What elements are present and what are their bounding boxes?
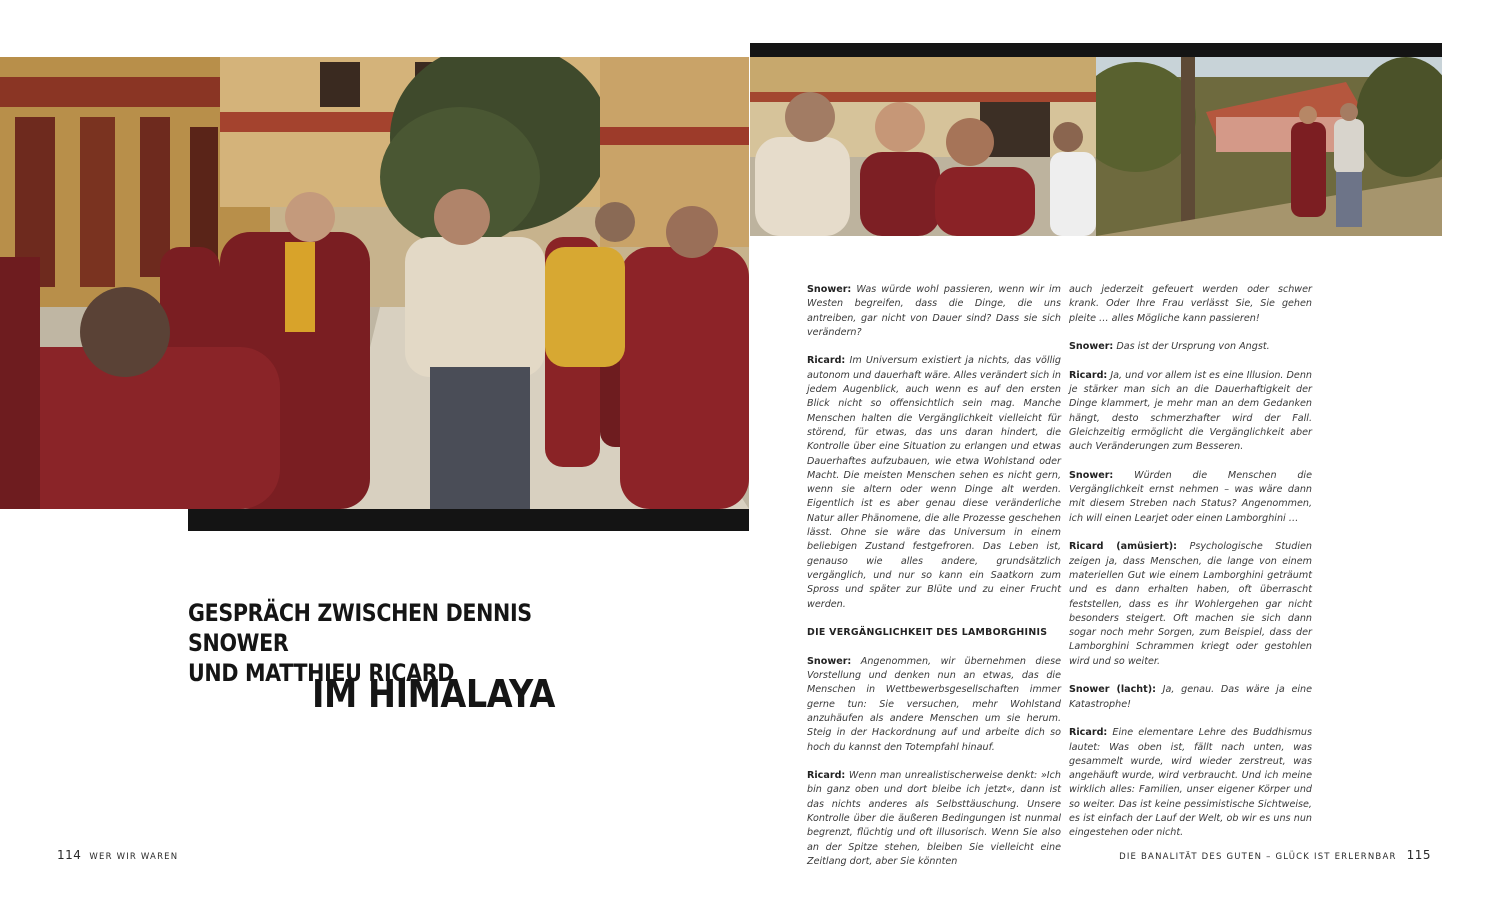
paragraph bbox=[807, 655, 1061, 755]
right-page-folio bbox=[1119, 844, 1431, 863]
paragraph bbox=[1069, 683, 1312, 712]
headline-line-2: UND MATTHIEU RICARD bbox=[188, 659, 455, 687]
left-photo bbox=[0, 57, 749, 509]
paragraph bbox=[807, 769, 1061, 869]
paragraph-text: Würden die Menschen die Vergänglichkeit ernst nehmen – was wäre dann mit diesem Streben nach Status? Angenommen, ich will einen Learjet oder einen Lamborghini … bbox=[1069, 469, 1312, 524]
paragraph-text: Im Universum existiert ja nichts, das völlig autonom und dauerhaft wäre. Alles verändert sich in jedem Augenblick, auch wenn es auf den ersten Blick nicht so offensichtlich sein mag. Manche Menschen halten die Vergänglichkeit vielleicht für störend, für etwas, das uns daran hindert, die Kontrolle über eine Situation zu erlangen und etwas Dauerhaftes aufzubauen, wie etwa Wohlstand oder Macht. Die meisten Menschen sehen es nicht gern, wenn sie altern oder wenn Dinge alt werden. Eigentlich ist es aber genau diese veränderliche Natur aller Phänomene, die alle Prozesse geschehen lässt. Ohne sie wäre das Universum in einem beliebigen Zustand festgefroren. Das Leben ist, genauso wie alles andere, grundsätzlich vergänglich, und nur so kann ein Saatkorn zum Spross und später zur Blüte und zu einer Frucht werden. bbox=[807, 355, 1061, 610]
speaker-label: Snower: bbox=[807, 655, 852, 667]
left-page-folio bbox=[57, 844, 178, 863]
article-column-1 bbox=[807, 283, 1061, 883]
paragraph bbox=[1069, 283, 1312, 326]
running-head: DIE BANALITÄT DES GUTEN – GLÜCK IST ERLERNBAR bbox=[1119, 852, 1397, 862]
speaker-label: Snower: bbox=[807, 284, 852, 295]
speaker-label: Snower: bbox=[1069, 341, 1114, 353]
top-right-photo-b-illustration bbox=[1096, 57, 1442, 236]
paragraph bbox=[1069, 540, 1312, 669]
paragraph-text: Psychologische Studien zeigen ja, dass Menschen, die lange von einem materiellen Gut wie einem Lamborghini geträumt und es dann erhalten haben, oft überrascht feststellen, dass es ihr Wohlergehen gar nicht besonders steigert. Oft machen sie sich dann sogar noch mehr Sorgen, zum Beispiel, dass der Lamborghini Schrammen kriegt oder gestohlen wird und so weiter. bbox=[1069, 541, 1312, 667]
paragraph bbox=[1069, 340, 1312, 354]
speaker-label: Ricard: bbox=[1069, 727, 1108, 739]
paragraph-text: Angenommen, wir übernehmen diese Vorstellung und denken nun an etwas, das die Menschen in Wettbewerbsgesellschaften immer gerne tun: Sie versuchen, mehr Wohlstand anzuhäufen als andere Menschen um sie herum. Steig in der Hackordnung auf und arbeite dich so hoch du kannst den Totempfahl hinauf. bbox=[807, 655, 1061, 753]
speaker-label: Ricard (amüsiert): bbox=[1069, 541, 1177, 553]
speaker-label: Snower: bbox=[1069, 469, 1114, 481]
page-number: 115 bbox=[1406, 848, 1431, 862]
speaker-label: Ricard: bbox=[807, 355, 846, 367]
paragraph-text: Ja, und vor allem ist es eine Illusion. Denn je stärker man sich an die Dauerhaftigkeit der Dinge klammert, je mehr man an dem Gedanken hängt, desto schmerzhafter wird der Fall. Gleichzeitig ermöglicht die Vergänglichkeit aber auch Veränderungen zum Besseren. bbox=[1069, 369, 1312, 453]
paragraph-text: Ja, genau. Das wäre ja eine Katastrophe! bbox=[1069, 684, 1312, 710]
paragraph bbox=[1069, 369, 1312, 455]
top-photo-black-bar bbox=[750, 43, 1442, 57]
paragraph bbox=[807, 354, 1061, 611]
paragraph bbox=[1069, 726, 1312, 840]
running-head: WER WIR WAREN bbox=[89, 852, 179, 862]
top-right-photo-b bbox=[1096, 57, 1442, 236]
speaker-label: Snower (lacht): bbox=[1069, 684, 1156, 696]
paragraph-text: Das ist der Ursprung von Angst. bbox=[1113, 341, 1270, 353]
paragraph bbox=[807, 283, 1061, 340]
headline-location: IM HIMALAYA bbox=[312, 672, 555, 716]
paragraph-text: Was würde wohl passieren, wenn wir im Westen begreifen, dass die Dinge, die uns antreiben, gar nicht von Dauer sind? Dass sie sich verändern? bbox=[807, 284, 1061, 338]
article-column-2 bbox=[1069, 283, 1312, 855]
paragraph bbox=[1069, 469, 1312, 526]
paragraph-text: Wenn man unrealistischerweise denkt: »Ich bin ganz oben und dort bleibe ich jetzt«, dann ist das nichts anderes als Selbsttäuschung. Unsere Kontrolle über die äußeren Bedingungen ist nunmal begrenzt, flüchtig und oft illusorisch. Wenn Sie also an der Spitze stehen, bleiben Sie vielleicht eine Zeitlang dort, aber Sie könnten bbox=[807, 770, 1061, 867]
speaker-label: Ricard: bbox=[807, 770, 846, 782]
left-photo-illustration bbox=[0, 57, 749, 509]
paragraph-text: Eine elementare Lehre des Buddhismus lautet: Was oben ist, fällt nach unten, was gesammelt wurde, wird wieder zerstreut, was angehäuft wurde, wird verbraucht. Und ich meine wirklich alles: Familien, unser eigener Körper und so weiter. Das ist keine pessimistische Sichtweise, es ist einfach der Lauf der Welt, ob wir es uns nun eingestehen oder nicht. bbox=[1069, 727, 1312, 839]
speaker-label: Ricard: bbox=[1069, 369, 1108, 381]
headline-line-1: GESPRÄCH ZWISCHEN DENNIS SNOWER bbox=[188, 599, 532, 657]
page-number: 114 bbox=[57, 848, 82, 862]
top-right-photo-a bbox=[750, 57, 1096, 236]
top-right-photo-a-illustration bbox=[750, 57, 1096, 236]
paragraph-text: auch jederzeit gefeuert werden oder schwer krank. Oder Ihre Frau verlässt Sie, Sie gehen pleite … alles Mögliche kann passieren! bbox=[1069, 284, 1312, 324]
section-subheading: DIE VERGÄNGLICHKEIT DES LAMBORGHINIS bbox=[807, 627, 1048, 639]
